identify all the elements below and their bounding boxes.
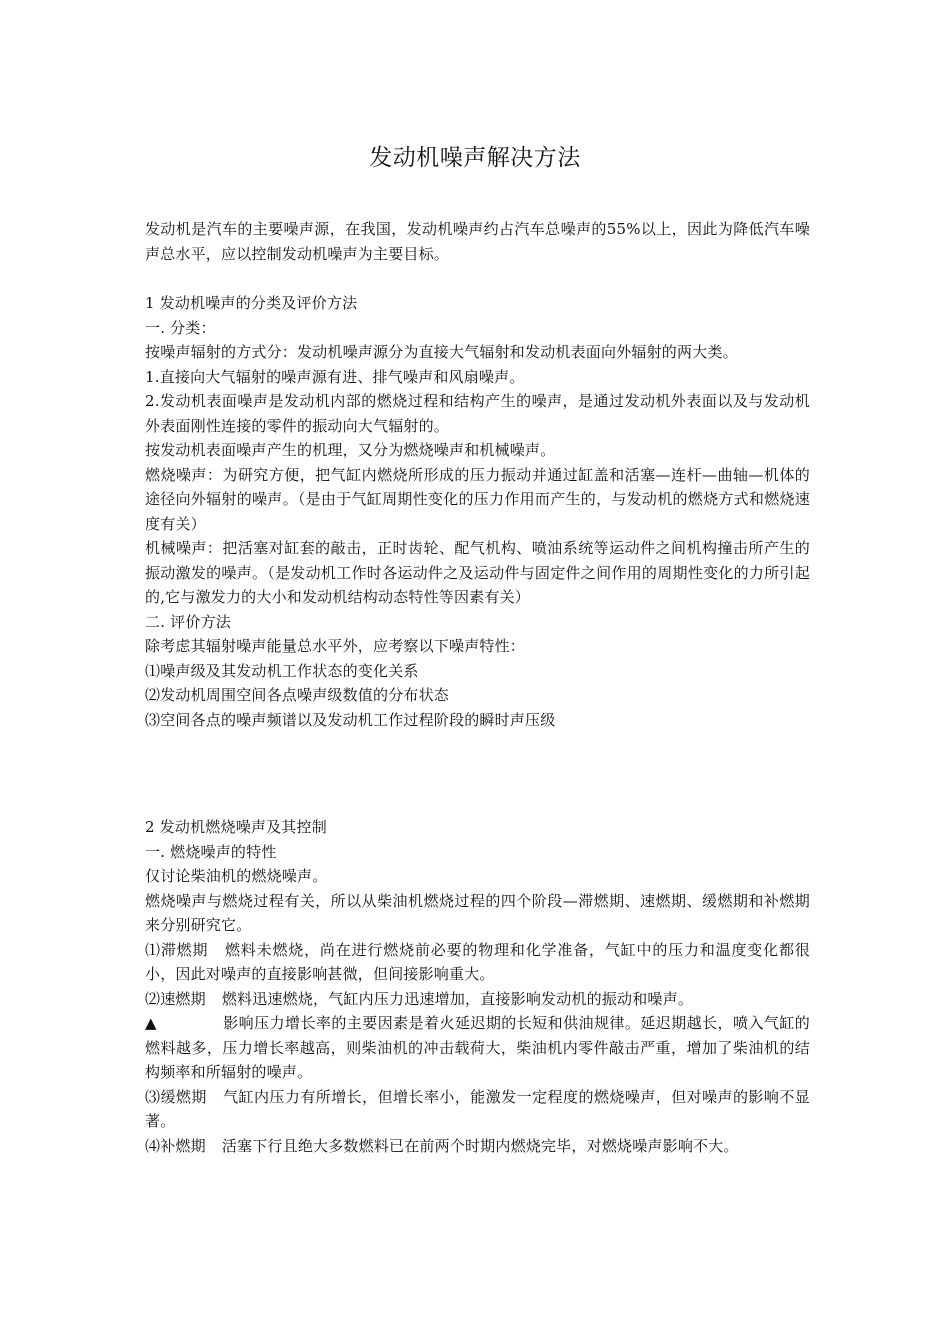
section-2 xyxy=(145,815,810,1158)
stage-2-paragraph xyxy=(145,987,810,1012)
stage-3-text: 气缸内压力有所增长，但增长率小，能激发一定程度的燃烧噪声，但对噪声的影响不显著。 xyxy=(145,1087,810,1130)
stage-2-label: ⑵速燃期 xyxy=(145,989,206,1008)
stage-1-paragraph xyxy=(145,938,810,987)
section-1 xyxy=(145,291,810,732)
evaluation-item-3: ⑶空间各点的噪声频谱以及发动机工作过程阶段的瞬时声压级 xyxy=(145,710,556,729)
mechanism-split: 按发动机表面噪声产生的机理，又分为燃烧噪声和机械噪声。 xyxy=(145,441,556,459)
scope-statement: 仅讨论柴油机的燃烧噪声。 xyxy=(145,867,328,885)
characteristics-heading: 一. 燃烧噪声的特性 xyxy=(145,842,277,861)
note-text: 影响压力增长率的主要因素是着火延迟期的长短和供油规律。延迟期越长，喷入气缸的燃料越多，压力增长率越高，则柴油机的冲击载荷大，柴油机内零件敲击严重，增加了柴油机的结构频率和所辐射的噪声。 xyxy=(145,1014,810,1081)
section-1-heading: 1 发动机噪声的分类及评价方法 xyxy=(145,294,358,312)
combustion-noise-definition: 燃烧噪声：为研究方便，把气缸内燃烧所形成的压力振动并通过缸盖和活塞—连杆—曲轴—机体的途径向外辐射的噪声。（是由于气缸周期性变化的压力作用而产生的，与发动机的燃烧方式和燃烧速度有关） xyxy=(145,465,810,533)
classification-item-1: 1.直接向大气辐射的噪声源有进、排气噪声和风扇噪声。 xyxy=(145,367,525,386)
evaluation-intro: 除考虑其辐射噪声能量总水平外，应考察以下噪声特性： xyxy=(145,637,526,655)
stage-1-label: ⑴滞燃期 xyxy=(145,940,209,959)
classification-basis: 按噪声辐射的方式分：发动机噪声源分为直接大气辐射和发动机表面向外辐射的两大类。 xyxy=(145,343,738,361)
intro-paragraph: 发动机是汽车的主要噪声源，在我国，发动机噪声约占汽车总噪声的55%以上，因此为降低汽车噪声总水平，应以控制发动机噪声为主要目标。 xyxy=(145,220,810,263)
section-2-heading: 2 发动机燃烧噪声及其控制 xyxy=(145,818,327,836)
classification-item-2: 2.发动机表面噪声是发动机内部的燃烧过程和结构产生的噪声，是通过发动机外表面以及与发动机外表面刚性连接的零件的振动向大气辐射的。 xyxy=(145,392,810,435)
note-paragraph xyxy=(145,1011,810,1085)
stage-1-text: 燃料未燃烧，尚在进行燃烧前必要的物理和化学准备，气缸中的压力和温度变化都很小，因此对噪声的直接影响甚微，但间接影响重大。 xyxy=(145,940,810,983)
stage-3-label: ⑶缓燃期 xyxy=(145,1087,207,1106)
mechanical-noise-definition: 机械噪声：把活塞对缸套的敲击，正时齿轮、配气机构、喷油系统等运动件之间机构撞击所产生的振动激发的噪声。（是发动机工作时各运动件之及运动件与固定件之间作用的周期性变化的力所引起的,它与激发力的大小和发动机结构动态特性等因素有关） xyxy=(145,539,810,606)
stage-4-label: ⑷补燃期 xyxy=(145,1136,206,1155)
stage-3-paragraph xyxy=(145,1085,810,1134)
intro-block xyxy=(145,217,810,266)
triangle-marker-icon: ▲ xyxy=(145,1014,157,1032)
stages-intro: 燃烧噪声与燃烧过程有关，所以从柴油机燃烧过程的四个阶段—滞燃期、速燃期、缓燃期和补燃期来分别研究它。 xyxy=(145,891,810,934)
stage-4-paragraph xyxy=(145,1134,810,1159)
stage-2-text: 燃料迅速燃烧，气缸内压力迅速增加，直接影响发动机的振动和噪声。 xyxy=(221,989,694,1008)
document-title: 发动机噪声解决方法 xyxy=(369,145,581,171)
evaluation-heading: 二. 评价方法 xyxy=(145,612,231,631)
evaluation-item-2: ⑵发动机周围空间各点噪声级数值的分布状态 xyxy=(145,686,450,704)
evaluation-item-1: ⑴噪声级及其发动机工作状态的变化关系 xyxy=(145,661,419,680)
classification-heading: 一. 分类： xyxy=(145,318,216,337)
stage-4-text: 活塞下行且绝大多数燃料已在前两个时期内燃烧完毕，对燃烧噪声影响不大。 xyxy=(221,1136,739,1155)
